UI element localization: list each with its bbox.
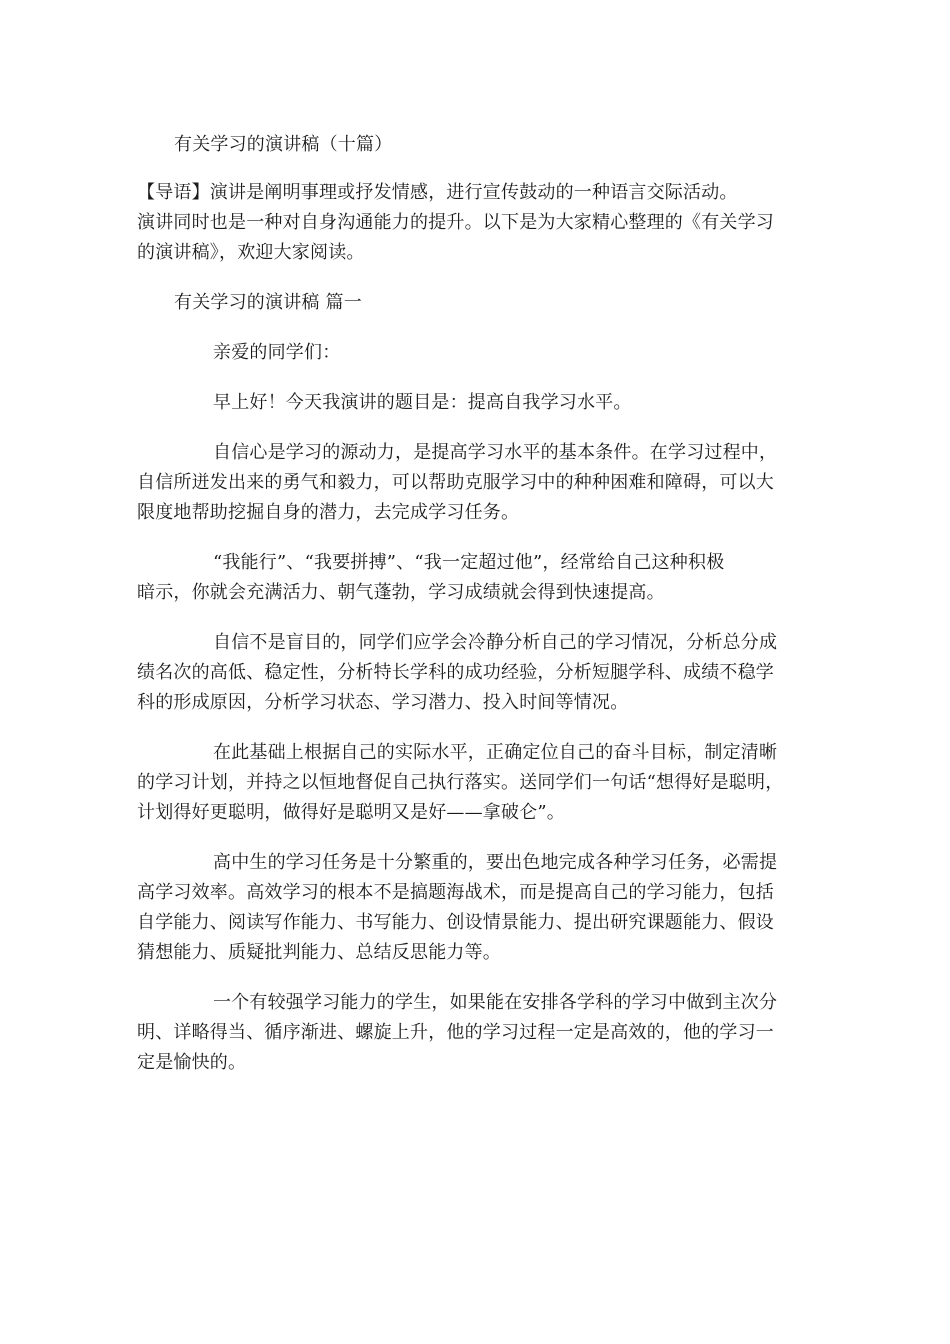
body-paragraph-1: [137, 438, 810, 528]
document-body: [137, 130, 810, 1098]
paragraph-line: 高学习效率。高效学习的根本不是搞题海战术，而是提高自己的学习能力，包括: [137, 882, 774, 903]
intro-line: 的演讲稿》，欢迎大家阅读。: [137, 242, 365, 263]
paragraph-line: 科的形成原因，分析学习状态、学习潜力、投入时间等情况。: [137, 692, 629, 713]
paragraph-line: 自信不是盲目的，同学们应学会冷静分析自己的学习情况，分析总分成: [213, 632, 778, 653]
intro-line: 演讲同时也是一种对自身沟通能力的提升。以下是为大家精心整理的《有关学习: [137, 212, 774, 233]
section-heading: 有关学习的演讲稿 篇一: [174, 292, 362, 313]
greeting: 早上好！今天我演讲的题目是：提高自我学习水平。: [213, 392, 632, 413]
paragraph-line: 高中生的学习任务是十分繁重的，要出色地完成各种学习任务，必需提: [213, 852, 778, 873]
paragraph-line: 一个有较强学习能力的学生，如果能在安排各学科的学习中做到主次分: [213, 992, 778, 1013]
paragraph-line: 明、详略得当、循序渐进、螺旋上升，他的学习过程一定是高效的，他的学习一: [137, 1022, 774, 1043]
paragraph-line: 定是愉快的。: [137, 1052, 247, 1073]
intro-paragraph: [137, 178, 810, 268]
paragraph-line: 猜想能力、质疑批判能力、总结反思能力等。: [137, 942, 501, 963]
body-paragraph-5: [137, 848, 810, 968]
paragraph-line: 在此基础上根据自己的实际水平，正确定位自己的奋斗目标，制定清晰: [213, 742, 778, 763]
paragraph-line: 限度地帮助挖掘自身的潜力，去完成学习任务。: [137, 502, 520, 523]
document-title: 有关学习的演讲稿（十篇）: [174, 134, 393, 155]
paragraph-line: 的学习计划，并持之以恒地督促自己执行落实。送同学们一句话“想得好是聪明，: [137, 772, 784, 793]
body-paragraph-4: [137, 738, 810, 828]
body-paragraph-3: [137, 628, 810, 718]
paragraph-line: 自学能力、阅读写作能力、书写能力、创设情景能力、提出研究课题能力、假设: [137, 912, 774, 933]
intro-line: 【导语】演讲是阐明事理或抒发情感，进行宣传鼓动的一种语言交际活动。: [137, 182, 738, 203]
paragraph-line: “我能行”、“我要拼搏”、“我一定超过他”，经常给自己这种积极: [213, 552, 725, 573]
paragraph-line: 绩名次的高低、稳定性，分析特长学科的成功经验，分析短腿学科、成绩不稳学: [137, 662, 774, 683]
paragraph-line: 自信心是学习的源动力，是提高学习水平的基本条件。在学习过程中，: [213, 442, 778, 463]
paragraph-line: 自信所迸发出来的勇气和毅力，可以帮助克服学习中的种种困难和障碍，可以大: [137, 472, 774, 493]
salutation: 亲爱的同学们：: [213, 342, 341, 363]
body-paragraph-2: [137, 548, 810, 608]
body-paragraph-6: [137, 988, 810, 1078]
paragraph-line: 计划得好更聪明，做得好是聪明又是好——拿破仑”。: [137, 802, 565, 823]
paragraph-line: 暗示，你就会充满活力、朝气蓬勃，学习成绩就会得到快速提高。: [137, 582, 665, 603]
